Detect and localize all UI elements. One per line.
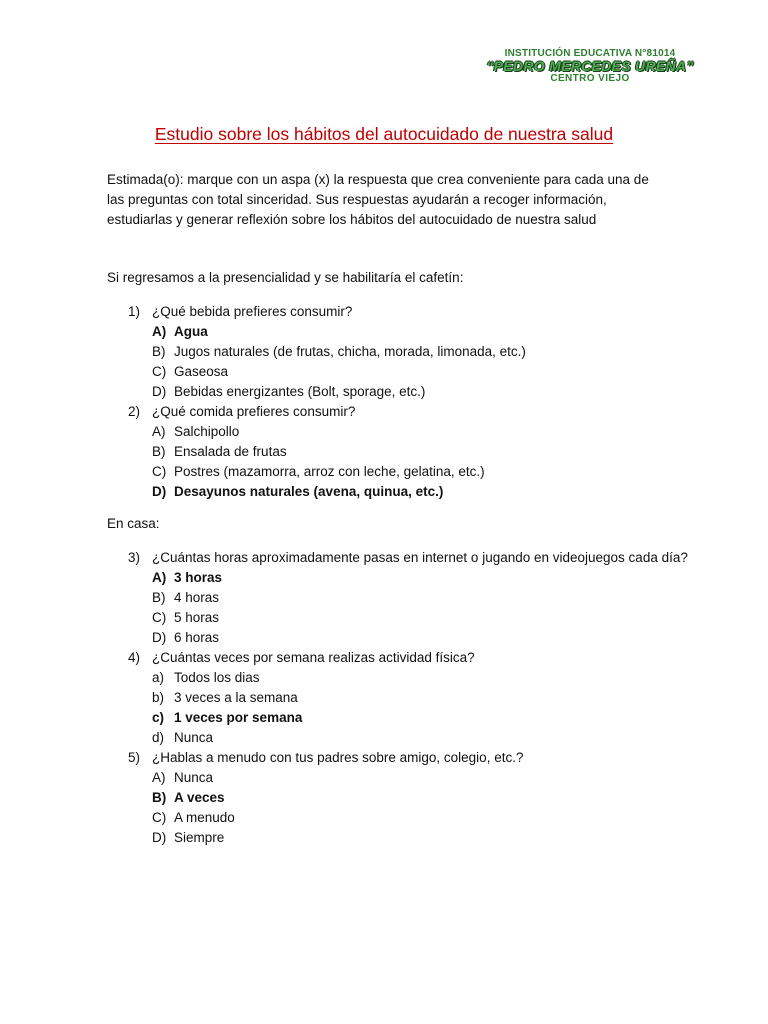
answer-option[interactable]	[107, 588, 707, 608]
option-text: 5 horas	[174, 610, 220, 625]
option-letter: c)	[152, 710, 165, 725]
answer-option[interactable]	[107, 688, 707, 708]
answer-option[interactable]	[107, 628, 707, 648]
answer-option[interactable]	[107, 362, 707, 382]
answer-option[interactable]	[107, 342, 707, 362]
question-number: 2)	[128, 404, 141, 419]
question-list	[107, 302, 707, 502]
question-list	[107, 548, 707, 848]
question-text: ¿Hablas a menudo con tus padres sobre amigo, colegio, etc.?	[152, 750, 524, 765]
question-item	[107, 402, 707, 422]
option-text: Desayunos naturales (avena, quinua, etc.)	[174, 484, 444, 499]
option-text: Siempre	[174, 830, 225, 845]
option-letter: B)	[152, 344, 166, 359]
option-letter: C)	[152, 464, 167, 479]
option-text: 3 veces a la semana	[174, 690, 298, 705]
option-letter: d)	[152, 730, 165, 745]
option-letter: C)	[152, 610, 167, 625]
option-letter: A)	[152, 570, 167, 585]
question-text: ¿Cuántas horas aproximadamente pasas en internet o jugando en videojuegos cada día?	[152, 550, 688, 565]
option-text: Bebidas energizantes (Bolt, sporage, etc.)	[174, 384, 426, 399]
option-text: Agua	[174, 324, 208, 339]
intro-paragraph	[107, 170, 707, 230]
option-text: A veces	[174, 790, 225, 805]
answer-option-selected[interactable]	[107, 322, 707, 342]
intro-line: estudiarlas y generar reflexión sobre los hábitos del autocuidado de nuestra salud	[107, 212, 597, 227]
option-text: Ensalada de frutas	[174, 444, 287, 459]
option-text: A menudo	[174, 810, 235, 825]
answer-option[interactable]	[107, 382, 707, 402]
option-letter: B)	[152, 590, 166, 605]
intro-line: Estimada(o): marque con un aspa (x) la respuesta que crea conveniente para cada una de	[107, 172, 649, 187]
question-number: 3)	[128, 550, 141, 565]
answer-option[interactable]	[107, 608, 707, 628]
section-label: Si regresamos a la presencialidad y se habilitaría el cafetín:	[107, 270, 464, 285]
question-text: ¿Qué comida prefieres consumir?	[152, 404, 356, 419]
answer-option[interactable]	[107, 768, 707, 788]
answer-option-selected[interactable]	[107, 568, 707, 588]
option-letter: B)	[152, 444, 166, 459]
answer-option[interactable]	[107, 828, 707, 848]
question-number: 1)	[128, 304, 141, 319]
question-item	[107, 748, 707, 768]
option-letter: B)	[152, 790, 167, 805]
section-label: En casa:	[107, 516, 160, 531]
question-number: 4)	[128, 650, 141, 665]
option-text: Postres (mazamorra, arroz con leche, gelatina, etc.)	[174, 464, 485, 479]
option-text: Gaseosa	[174, 364, 229, 379]
option-letter: C)	[152, 810, 167, 825]
option-letter: b)	[152, 690, 165, 705]
question-number: 5)	[128, 750, 141, 765]
intro-line: las preguntas con total sinceridad. Sus respuestas ayudarán a recoger información,	[107, 192, 607, 207]
option-text: 4 horas	[174, 590, 220, 605]
option-text: Todos los dias	[174, 670, 260, 685]
answer-option[interactable]	[107, 422, 707, 442]
option-letter: C)	[152, 364, 167, 379]
answer-option-selected[interactable]	[107, 482, 707, 502]
option-letter: A)	[152, 424, 166, 439]
option-letter: A)	[152, 324, 167, 339]
option-text: Salchipollo	[174, 424, 240, 439]
option-text: 3 horas	[174, 570, 223, 585]
option-text: Nunca	[174, 730, 214, 745]
option-letter: a)	[152, 670, 165, 685]
option-letter: D)	[152, 484, 167, 499]
answer-option-selected[interactable]	[107, 788, 707, 808]
document-title: Estudio sobre los hábitos del autocuidado de nuestra salud	[154, 124, 614, 144]
question-text: ¿Cuántas veces por semana realizas actividad física?	[152, 650, 475, 665]
question-item	[107, 648, 707, 668]
answer-option[interactable]	[107, 442, 707, 462]
answer-option[interactable]	[107, 462, 707, 482]
institution-subtitle: CENTRO VIEJO	[550, 73, 630, 84]
question-item	[107, 302, 707, 322]
option-text: 6 horas	[174, 630, 220, 645]
option-letter: D)	[152, 630, 167, 645]
question-item	[107, 548, 707, 568]
option-text: Jugos naturales (de frutas, chicha, morada, limonada, etc.)	[174, 344, 526, 359]
option-letter: A)	[152, 770, 166, 785]
institution-header	[480, 48, 700, 84]
option-letter: D)	[152, 384, 167, 399]
option-letter: D)	[152, 830, 167, 845]
institution-name: “PEDRO MERCEDES UREÑA”	[486, 58, 694, 74]
institution-line: INSTITUCIÓN EDUCATIVA N°81014	[504, 48, 676, 59]
answer-option[interactable]	[107, 668, 707, 688]
question-text: ¿Qué bebida prefieres consumir?	[152, 304, 353, 319]
answer-option[interactable]	[107, 808, 707, 828]
answer-option-selected[interactable]	[107, 708, 707, 728]
answer-option[interactable]	[107, 728, 707, 748]
option-text: 1 veces por semana	[174, 710, 303, 725]
option-text: Nunca	[174, 770, 214, 785]
document-body	[107, 170, 707, 848]
